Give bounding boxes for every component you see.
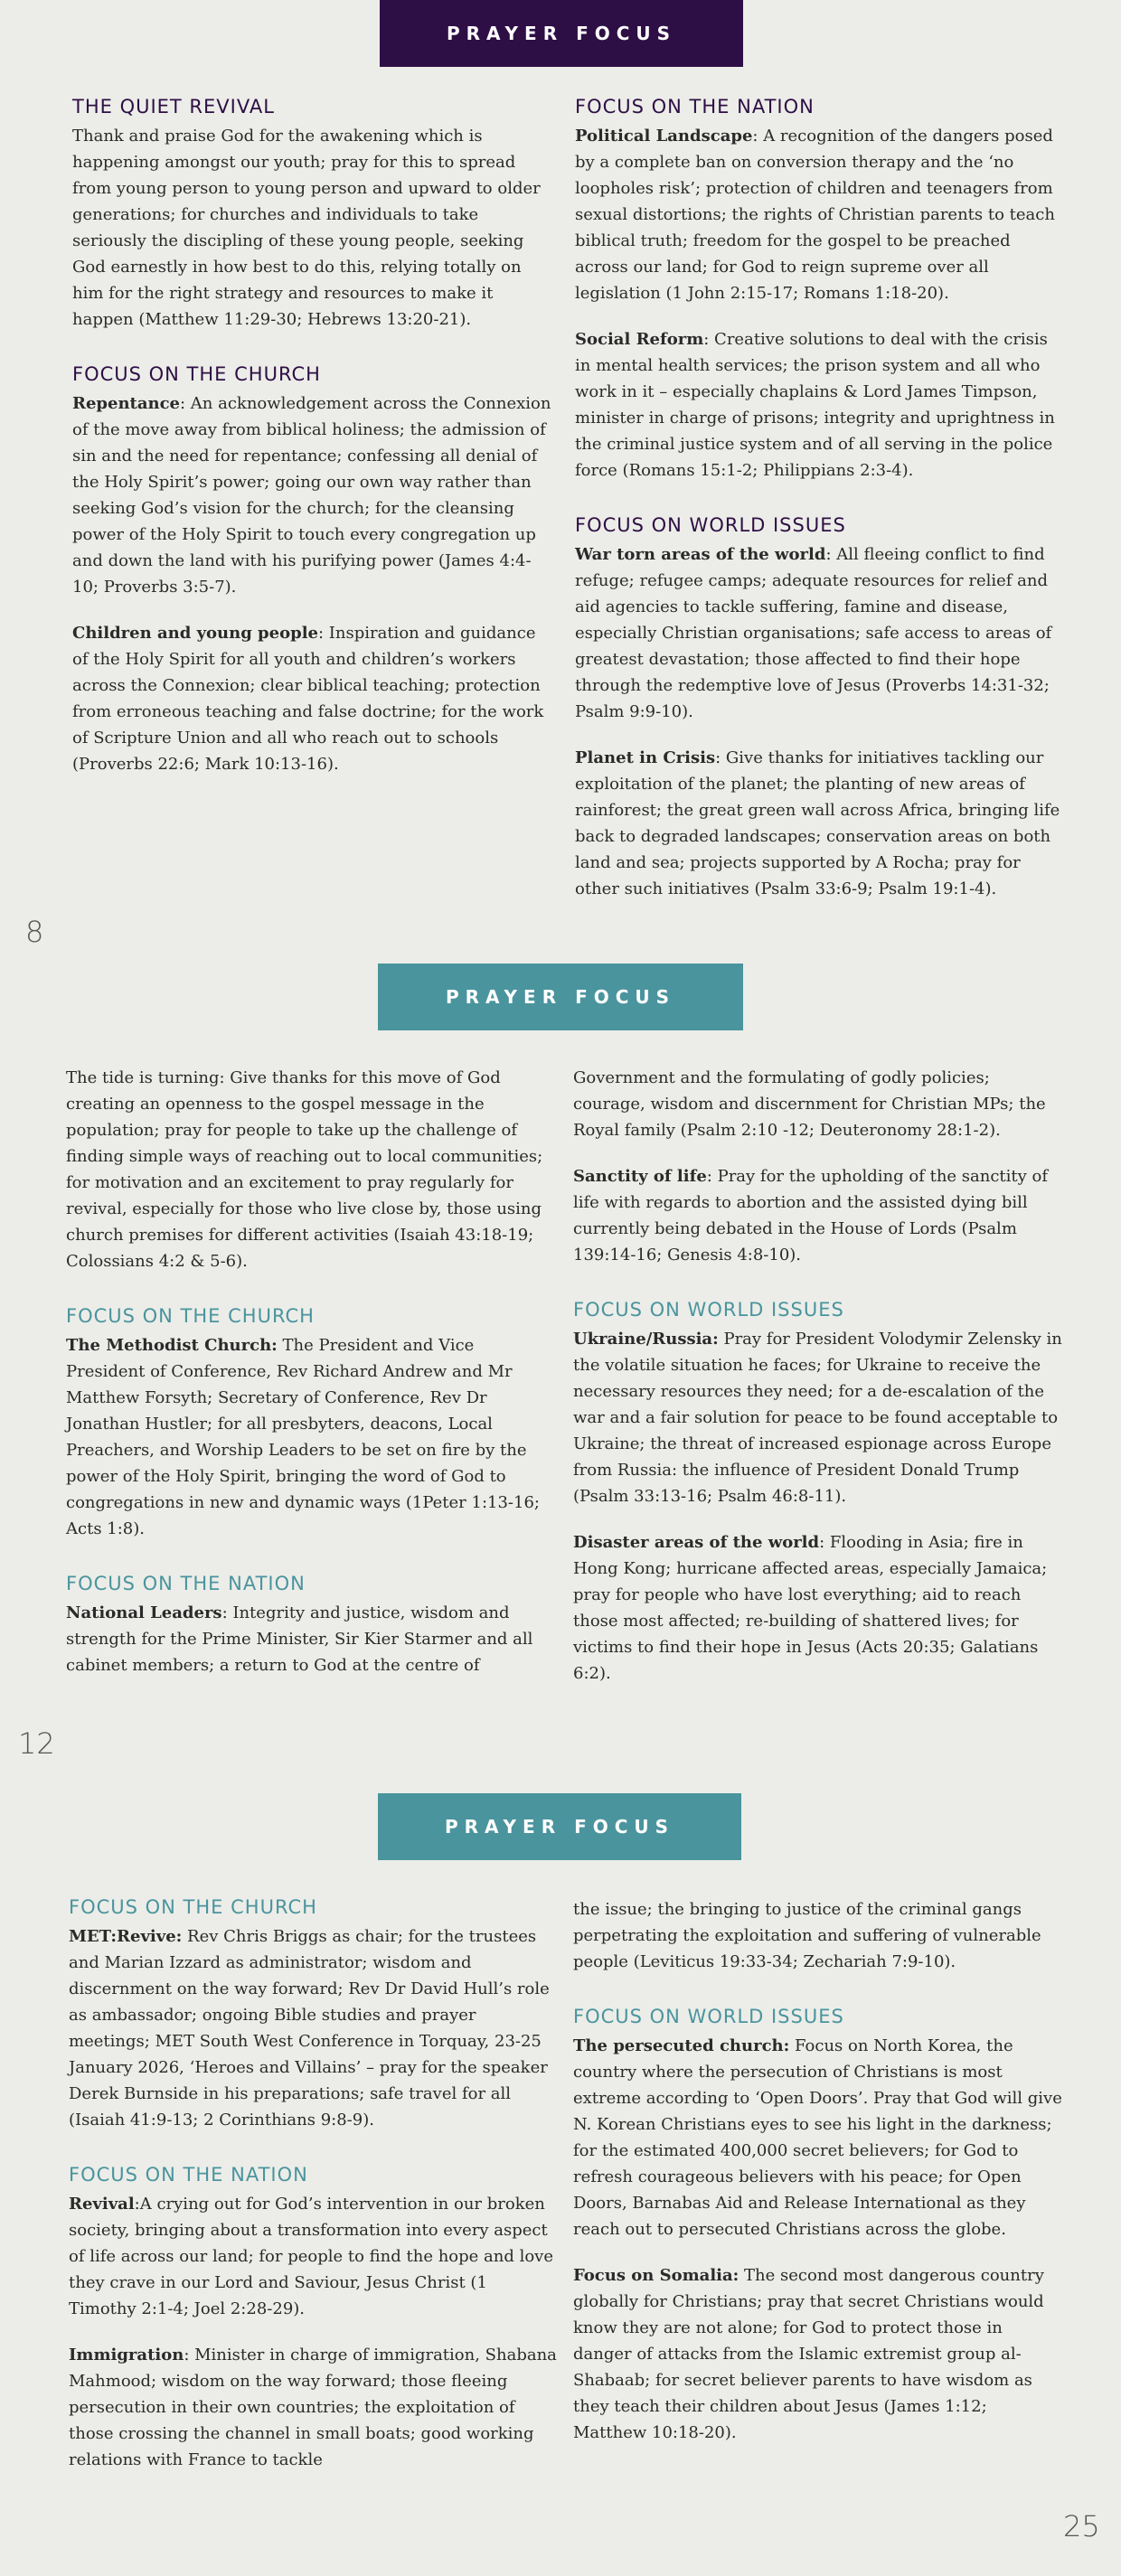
page-number: 12 bbox=[18, 1726, 55, 1761]
right-column bbox=[573, 1896, 1063, 2477]
paragraph: Revival:A crying out for God’s intervention in our broken society, bringing about a transformation into every aspect of life across our land; for people to find the hope and love they crave in our Lord and Saviour, Jesus Christ (1 Timothy 2:1-4; Joel 2:28-29). bbox=[69, 2195, 554, 2318]
section-heading: FOCUS ON THE NATION bbox=[575, 96, 815, 118]
paragraph: Disaster areas of the world: Flooding in Asia; fire in Hong Kong; hurricane affected areas, especially Jamaica; pray for people who have lost everything; aid to reach those most affected; re-building of shattered lives; for victims to find their hope in Jesus (Acts 20:35; Galatians 6:2). bbox=[573, 1533, 1048, 1683]
focus-church-block bbox=[72, 363, 551, 777]
left-column bbox=[66, 1065, 554, 1709]
section-banner: PRAYER FOCUS bbox=[380, 0, 743, 67]
page-number: 8 bbox=[25, 915, 44, 949]
focus-world-block bbox=[573, 1299, 1063, 1687]
focus-world-block bbox=[573, 2006, 1063, 2446]
tide-turning-block bbox=[66, 1065, 554, 1274]
focus-nation-block bbox=[575, 96, 1063, 484]
paragraph: Planet in Crisis: Give thanks for initiatives tackling our exploitation of the planet; the planting of new areas of rainforest; the great green wall across Africa, bringing life back to degraded landscapes; conservation areas on both land and sea; projects supported by A Rocha; pray for other such initiatives (Psalm 33:6-9; Psalm 19:1-4). bbox=[575, 748, 1060, 898]
paragraph: Government and the formulating of godly policies; courage, wisdom and discernment for Christian MPs; the Royal family (Psalm 2:10 -12; Deuteronomy 28:1-2). bbox=[573, 1068, 1046, 1140]
paragraph: Social Reform: Creative solutions to deal with the crisis in mental health services; the prison system and all who work in it – especially chaplains & Lord James Timpson, minister in charge of prisons; integrity and uprightness in the criminal justice system and of all serving in the police force (Romans 15:1-2; Philippians 2:3-4). bbox=[575, 330, 1055, 480]
prayer-focus-section-2 bbox=[0, 964, 1121, 1777]
focus-nation-block bbox=[69, 2164, 557, 2473]
quiet-revival-block bbox=[72, 96, 551, 333]
section-heading: THE QUIET REVIVAL bbox=[72, 96, 275, 118]
paragraph: the issue; the bringing to justice of the criminal gangs perpetrating the exploitation and suffering of vulnerable people (Leviticus 19:33-34; Zechariah 7:9-10). bbox=[573, 1900, 1041, 1971]
left-column bbox=[72, 96, 551, 808]
left-column bbox=[69, 1896, 557, 2504]
paragraph: The Methodist Church: The President and Vice President of Conference, Rev Richard Andrew and Mr Matthew Forsyth; Secretary of Conference, Rev Dr Jonathan Hustler; for all presbyters, deacons, Local Preachers, and Worship Leaders to be set on fire by the power of the Holy Spirit, bringing the word of God to congregations in new and dynamic ways (1Peter 1:13-16; Acts 1:8). bbox=[66, 1336, 540, 1538]
focus-nation-block bbox=[66, 1573, 554, 1678]
paragraph: The tide is turning: Give thanks for this move of God creating an openness to the gospel message in the population; pray for people to take up the challenge of finding simple ways of reaching out to local communities; for motivation and an excitement to pray regularly for revival, especially for those who live close by, those using church premises for different activities (Isaiah 43:18-19; Colossians 4:2 & 5-6). bbox=[66, 1068, 543, 1271]
paragraph: Political Landscape: A recognition of the dangers posed by a complete ban on conversion therapy and the ‘no loopholes risk’; protection of children and teenagers from sexual distortions; the rights of Christian parents to teach biblical truth; freedom for the gospel to be preached across our land; for God to reign supreme over all legislation (1 John 2:15-17; Romans 1:18-20). bbox=[575, 127, 1055, 303]
section-banner: PRAYER FOCUS bbox=[378, 1793, 741, 1860]
section-heading: FOCUS ON WORLD ISSUES bbox=[573, 2006, 844, 2027]
section-heading: FOCUS ON WORLD ISSUES bbox=[573, 1299, 844, 1321]
section-heading: FOCUS ON THE NATION bbox=[66, 1573, 306, 1594]
prayer-focus-section-3 bbox=[0, 1793, 1121, 2576]
paragraph: The persecuted church: Focus on North Korea, the country where the persecution of Christians is most extreme according to ‘Open Doors’. Pray that God will give N. Korean Christians eyes to see his light in the darkness; for the estimated 400,000 secret believers; for God to refresh courageous believers with his peace; for Open Doors, Barnabas Aid and Release International as they reach out to persecuted Christians across the globe. bbox=[573, 2036, 1062, 2239]
section-heading: FOCUS ON THE CHURCH bbox=[72, 363, 321, 385]
paragraph: Ukraine/Russia: Pray for President Volodymir Zelensky in the volatile situation he faces; for Ukraine to receive the necessary resources they need; for a de-escalation of the war and a fair solution for peace to be found acceptable to Ukraine; the threat of increased espionage across Europe from Russia: the influence of President Donald Trump (Psalm 33:13-16; Psalm 46:8-11). bbox=[573, 1330, 1062, 1506]
immigration-continued-block bbox=[573, 1896, 1063, 1975]
focus-church-block bbox=[66, 1305, 554, 1542]
paragraph: Immigration: Minister in charge of immigration, Shabana Mahmood; wisdom on the way forward; those fleeing persecution in their own countries; the exploitation of those crossing the channel in small boats; good working relations with France to tackle bbox=[69, 2346, 557, 2469]
paragraph: War torn areas of the world: All fleeing conflict to find refuge; refugee camps; adequate resources for relief and aid agencies to tackle suffering, famine and disease, especially Christian organisations; safe access to areas of greatest devastation; those affected to find their hope through the redemptive love of Jesus (Proverbs 14:31-32; Psalm 9:9-10). bbox=[575, 545, 1052, 721]
paragraph: Children and young people: Inspiration and guidance of the Holy Spirit for all youth and children’s workers across the Connexion; clear biblical teaching; protection from erroneous teaching and false doctrine; for the work of Scripture Union and all who reach out to schools (Proverbs 22:6; Mark 10:13-16). bbox=[72, 624, 544, 774]
section-heading: FOCUS ON WORLD ISSUES bbox=[575, 514, 846, 536]
focus-church-block bbox=[69, 1896, 557, 2133]
paragraph: Sanctity of life: Pray for the upholding of the sanctity of life with regards to abortion and the assisted dying bill currently being debated in the House of Lords (Psalm 139:14-16; Genesis 4:8-10). bbox=[573, 1167, 1049, 1264]
paragraph: Thank and praise God for the awakening which is happening amongst our youth; pray for this to spread from young person to young person and upward to older generations; for churches and individuals to take seriously the discipling of these young people, seeking God earnestly in how best to do this, relying totally on him for the right strategy and resources to make it happen (Matthew 11:29-30; Hebrews 13:20-21). bbox=[72, 127, 541, 329]
section-banner: PRAYER FOCUS bbox=[378, 964, 743, 1030]
prayer-focus-section-1 bbox=[0, 0, 1121, 949]
page-number: 25 bbox=[1063, 2509, 1100, 2543]
paragraph: Focus on Somalia: The second most dangerous country globally for Christians; pray that secret Christians would know they are not alone; for God to protect those in danger of attacks from the Islamic extremist group al-Shabaab; for secret believer parents to have wisdom as they teach their children about Jesus (James 1:12; Matthew 10:18-20). bbox=[573, 2266, 1044, 2442]
paragraph: Repentance: An acknowledgement across the Connexion of the move away from biblical holiness; the admission of sin and the need for repentance; confessing all denial of the Holy Spirit’s power; going our own way rather than seeking God’s vision for the church; for the cleansing power of the Holy Spirit to touch every congregation up and down the land with his purifying power (James 4:4-10; Proverbs 3:5-7). bbox=[72, 394, 551, 597]
paragraph: National Leaders: Integrity and justice, wisdom and strength for the Prime Minister, Sir Kier Starmer and all cabinet members; a return to God at the centre of bbox=[66, 1603, 533, 1675]
section-heading: FOCUS ON THE CHURCH bbox=[69, 1896, 317, 1918]
paragraph: MET:Revive: Rev Chris Briggs as chair; for the trustees and Marian Izzard as administrator; wisdom and discernment on the way forward; Rev Dr David Hull’s role as ambassador; ongoing Bible studies and prayer meetings; MET South West Conference in Torquay, 23-25 January 2026, ‘Heroes and Villains’ – pray for the speaker Derek Burnside in his preparations; safe travel for all (Isaiah 41:9-13; 2 Corinthians 9:8-9). bbox=[69, 1927, 550, 2129]
focus-world-block bbox=[575, 514, 1063, 902]
government-block bbox=[573, 1065, 1063, 1268]
right-column bbox=[573, 1065, 1063, 1717]
right-column bbox=[575, 96, 1063, 933]
section-heading: FOCUS ON THE CHURCH bbox=[66, 1305, 315, 1327]
section-heading: FOCUS ON THE NATION bbox=[69, 2164, 308, 2186]
